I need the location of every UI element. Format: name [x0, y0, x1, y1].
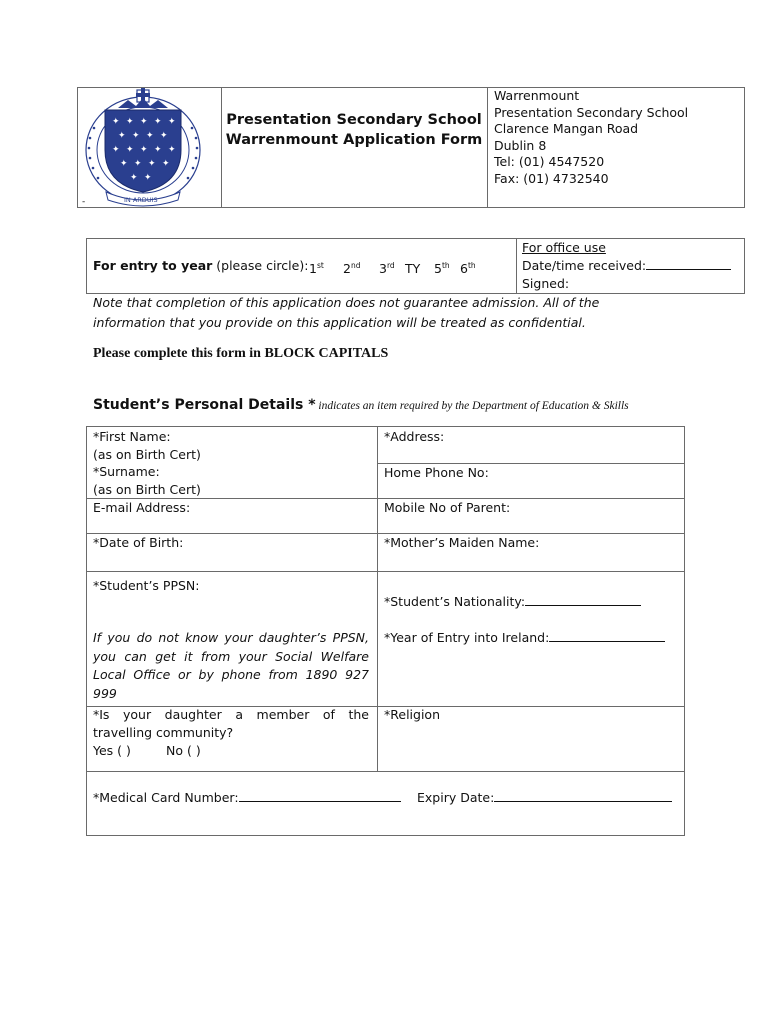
svg-text:✦: ✦: [144, 173, 152, 183]
address-line: Clarence Mangan Road: [494, 121, 639, 136]
svg-text:✦: ✦: [162, 159, 170, 169]
dob-field[interactable]: *Date of Birth:: [93, 535, 184, 550]
travelling-community-question: *Is your daughter a member of the travelling community?: [93, 707, 369, 740]
address-line: Warrenmount: [494, 88, 580, 103]
svg-text:✦: ✦: [148, 159, 156, 169]
office-use-title: For office use: [522, 240, 606, 255]
expiry-date-field[interactable]: Expiry Date:: [417, 789, 672, 807]
svg-text:-: -: [82, 197, 86, 207]
ppsn-help-text: If you do not know your daughter’s PPSN, you can get it from your Social Welfare Local Office or by phone from 1890 927 999: [93, 630, 369, 701]
nationality-field[interactable]: *Student’s Nationality:: [384, 593, 641, 611]
year-option-ty[interactable]: TY: [405, 261, 421, 276]
svg-text:✦: ✦: [126, 145, 134, 155]
svg-text:✦: ✦: [118, 131, 126, 141]
svg-text:✦: ✦: [154, 145, 162, 155]
school-crest-logo: [78, 88, 221, 208]
required-asterisk: *: [303, 397, 316, 413]
form-title: Warrenmount Application Form: [225, 132, 483, 148]
office-date-field[interactable]: Date/time received:: [522, 257, 731, 275]
school-name: Presentation Secondary School: [226, 112, 482, 128]
entry-year-hint: (please circle):: [212, 258, 309, 273]
address-field[interactable]: *Address:: [384, 429, 445, 444]
section-title-row: [93, 394, 629, 413]
svg-text:✦: ✦: [168, 145, 176, 155]
travelling-no-option[interactable]: No ( ): [166, 743, 201, 758]
svg-text:✦: ✦: [132, 131, 140, 141]
svg-text:✦: ✦: [140, 145, 148, 155]
section-title: Student’s Personal Details: [93, 397, 304, 413]
travelling-yes-option[interactable]: Yes ( ): [93, 743, 131, 758]
svg-text:✦: ✦: [130, 173, 138, 183]
address-line: Presentation Secondary School: [494, 104, 689, 120]
svg-text:✦: ✦: [140, 117, 148, 127]
address-line: Dublin 8: [494, 137, 547, 153]
religion-field[interactable]: *Religion: [384, 707, 440, 722]
crest-motto: IN ARDUIS: [124, 196, 158, 204]
entry-year-label: For entry to year: [93, 258, 213, 273]
svg-text:✦: ✦: [126, 117, 134, 127]
office-signed-field[interactable]: Signed:: [522, 276, 570, 291]
phone-line: Tel: (01) 4547520: [494, 154, 605, 169]
entry-year-row: [93, 257, 308, 275]
first-name-field[interactable]: *First Name: (as on Birth Cert): [93, 429, 201, 462]
year-option-5[interactable]: 5th: [434, 261, 450, 276]
mobile-parent-field[interactable]: Mobile No of Parent:: [384, 500, 511, 515]
block-capitals-instruction: Please complete this form in BLOCK CAPITALS: [93, 346, 389, 361]
school-address: [494, 88, 688, 187]
ppsn-field[interactable]: *Student’s PPSN:: [93, 578, 200, 593]
year-option-3[interactable]: 3rd: [379, 261, 395, 276]
email-field[interactable]: E-mail Address:: [93, 500, 191, 515]
svg-text:✦: ✦: [112, 145, 120, 155]
svg-text:✦: ✦: [112, 117, 120, 127]
fax-line: Fax: (01) 4732540: [494, 170, 609, 186]
year-entry-ireland-field[interactable]: *Year of Entry into Ireland:: [384, 629, 665, 647]
svg-text:✦: ✦: [146, 131, 154, 141]
home-phone-field[interactable]: Home Phone No:: [384, 465, 489, 480]
office-use-block: [522, 239, 731, 293]
confidential-note: Note that completion of this application does not guarantee admission. All of the information that you provide on this application will be treated as confidential.: [93, 295, 600, 330]
surname-field[interactable]: *Surname: (as on Birth Cert): [93, 464, 201, 497]
year-option-6[interactable]: 6th: [460, 261, 476, 276]
svg-text:✦: ✦: [168, 117, 176, 127]
medical-card-field[interactable]: *Medical Card Number:: [93, 789, 401, 807]
svg-text:✦: ✦: [120, 159, 128, 169]
header-title-block: [222, 110, 486, 150]
required-note: indicates an item required by the Department of Education & Skills: [315, 400, 629, 412]
year-option-1[interactable]: 1st: [309, 261, 324, 276]
svg-text:✦: ✦: [154, 117, 162, 127]
svg-text:✦: ✦: [134, 159, 142, 169]
svg-text:✦: ✦: [160, 131, 168, 141]
mother-maiden-name-field[interactable]: *Mother’s Maiden Name:: [384, 535, 540, 550]
year-option-2[interactable]: 2nd: [343, 261, 361, 276]
